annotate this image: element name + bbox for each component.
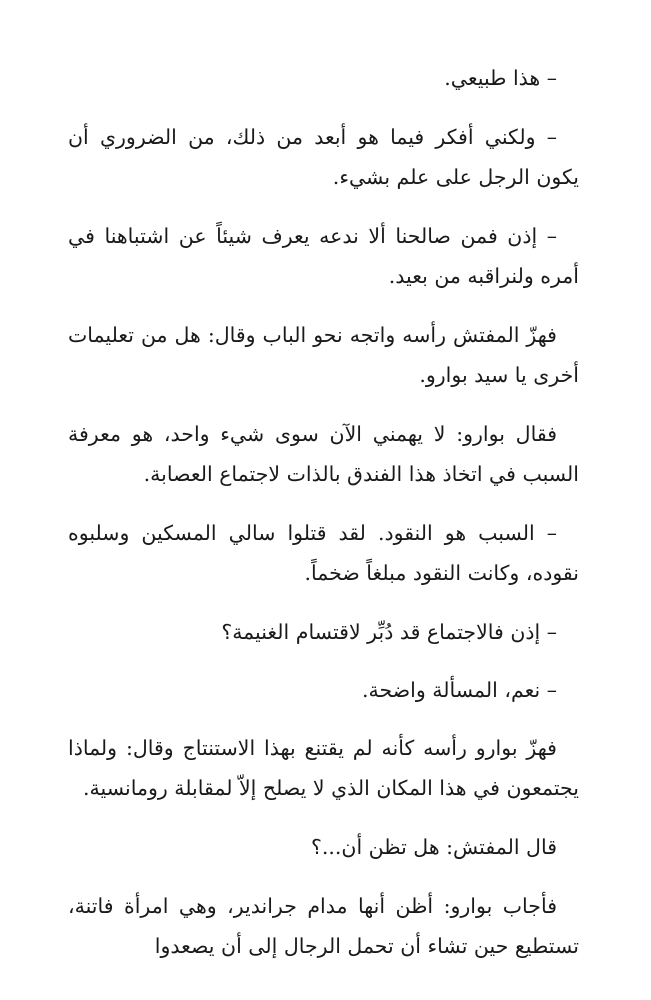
paragraph-3: – إذن فمن صالحنا ألا ندعه يعرف شيئاً عن اشتباهنا في أمره ولنراقبه من بعيد. (68, 224, 579, 288)
paragraph-11: فأجاب بوارو: أظن أنها مدام جراندير، وهي امرأة فاتنة، تستطيع حين تشاء أن تحمل الرجال إلى أن يصعدوا (68, 894, 579, 958)
paragraph-8: – نعم، المسألة واضحة. (362, 678, 557, 702)
paragraph-7: – إذن فالاجتماع قد دُبِّر لاقتسام الغنيمة؟ (221, 620, 557, 644)
paragraph-9: فهزّ بوارو رأسه كأنه لم يقتنع بهذا الاستنتاج وقال: ولماذا يجتمعون في هذا المكان الذي لا يصلح إلاّ لمقابلة رومانسية. (68, 736, 579, 800)
paragraph-1: – هذا طبيعي. (444, 66, 557, 90)
paragraph-6: – السبب هو النقود. لقد قتلوا سالي المسكين وسلبوه نقوده، وكانت النقود مبلغاً ضخماً. (68, 521, 579, 585)
paragraph-10: قال المفتش: هل تظن أن...؟ (310, 835, 557, 859)
paragraph-4: فهزّ المفتش رأسه واتجه نحو الباب وقال: هل من تعليمات أخرى يا سيد بوارو. (68, 323, 579, 387)
paragraph-5: فقال بوارو: لا يهمني الآن سوى شيء واحد، هو معرفة السبب في اتخاذ هذا الفندق بالذات لاجتماع العصابة. (68, 422, 579, 486)
paragraph-2: – ولكني أفكر فيما هو أبعد من ذلك، من الضروري أن يكون الرجل على علم بشيء. (68, 125, 579, 189)
